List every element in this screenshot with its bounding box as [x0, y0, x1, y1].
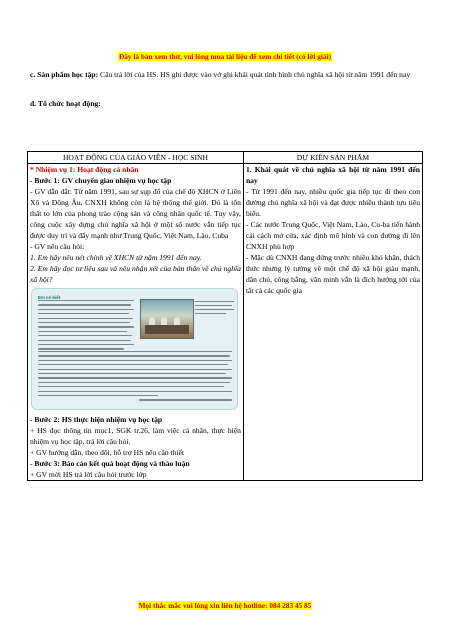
table-header-row	[28, 152, 423, 164]
step-3-text: + GV mời HS trả lời câu hỏi trước lớp	[30, 470, 147, 479]
intro-organize-label: d. Tổ chức hoạt động:	[30, 99, 101, 108]
intro-product	[30, 69, 422, 80]
figure-title: Em có biết	[38, 295, 61, 300]
step-2-text-1: + HS đọc thông tin mục1, SGK tr.26, làm việc cá nhân, thực hiện nhiệm vụ học tập, trả lời câu hỏi.	[30, 426, 241, 446]
classroom-photo	[140, 299, 194, 339]
product-title: 1. Khái quát về chủ nghĩa xã hội từ năm 1991 đến nay	[245, 165, 420, 185]
teacher-activities-cell	[28, 164, 244, 481]
header-teacher-student: HOẠT ĐỘNG CỦA GIÁO VIÊN - HỌC SINH	[28, 152, 244, 164]
question-1: 1. Em hãy nêu nét chính về XHCN từ năm 1991 đến nay.	[30, 253, 202, 262]
step-3-title: - Bước 3: Báo cáo kết quả hoạt động và thảo luận	[30, 459, 190, 468]
table-row	[28, 164, 423, 481]
product-point-2: - Các nước Trung Quốc, Việt Nam, Lào, Cu-ba tiến hành cải cách mở cửa, xác định mô hình và con đường đi lên CNXH phù hợp	[245, 220, 420, 251]
header-expected-product: DỰ KIẾN SẢN PHẨM	[243, 152, 422, 164]
product-point-1: - Từ 1991 đến nay, nhiều quốc gia tiếp tục đi theo con đường chủ nghĩa xã hội và đạt được nhiều thành tựu tiêu biểu.	[245, 187, 420, 218]
lead-in-paragraph: - GV dẫn dắt: Từ năm 1991, sau sự sụp đổ của chế độ XHCN ở Liên Xô và Đông Âu, CNXH không còn là hệ thống thế giới. Đó là tổn thất to lớn của phong trào cộng sản và công nhân quốc tế. Tuy vậy, công cuộc xây dựng chủ nghĩa xã hội ở một số nước vẫn tiếp tục được duy trì và đẩy mạnh như Trung Quốc, Việt Nam, Lào, Cuba	[30, 187, 241, 240]
step-2-title: - Bước 2: HS thực hiện nhiệm vụ học tập	[30, 415, 163, 424]
product-point-3: - Mặc dù CNXH đang đứng trước nhiều khó khăn, thách thức nhưng lý tưởng về một chế độ xã hội giàu mạnh, dân chủ, công bằng, văn minh vẫn là đích hướng tới của tất cả các quốc gia	[245, 253, 420, 295]
step-1-title: - Bước 1: GV chuyển giao nhiệm vụ học tập	[30, 176, 172, 185]
top-banner-text: Đây là bản xem thử, vui lòng mua tài liệu để xem chi tiết (có lời giải)	[118, 52, 332, 61]
question-2: 2. Em hãy đọc tư liệu sau và nêu nhận xét của bản thân về chủ nghĩa xã hội?	[30, 264, 241, 284]
photo-caption	[195, 301, 234, 317]
bottom-banner-text: Mọi thắc mắc vui lòng xin liên hệ hotline: 084 283 45 85	[138, 601, 312, 610]
reading-excerpt-figure	[31, 288, 238, 410]
top-banner	[0, 52, 450, 61]
task-title: * Nhiệm vụ 1: Hoạt động cá nhân	[30, 165, 139, 174]
figure-text-block	[38, 300, 134, 353]
intro-organize	[30, 98, 422, 109]
step-2-text-2: + GV hướng dẫn, theo dõi, hỗ trợ HS nếu cần thiết	[30, 448, 185, 457]
intro-product-label: c. Sản phẩm học tập:	[30, 70, 99, 79]
expected-product-cell	[243, 164, 422, 481]
bottom-banner	[0, 601, 450, 610]
intro-product-text: Câu trả lời của HS. HS ghi được vào vở ghi khái quát tình hình chủ nghĩa xã hội từ năm 1991 đến nay	[98, 70, 411, 79]
activity-table	[27, 151, 423, 481]
question-intro: - GV nêu câu hỏi:	[30, 242, 85, 251]
figure-text-block-2	[38, 351, 232, 404]
